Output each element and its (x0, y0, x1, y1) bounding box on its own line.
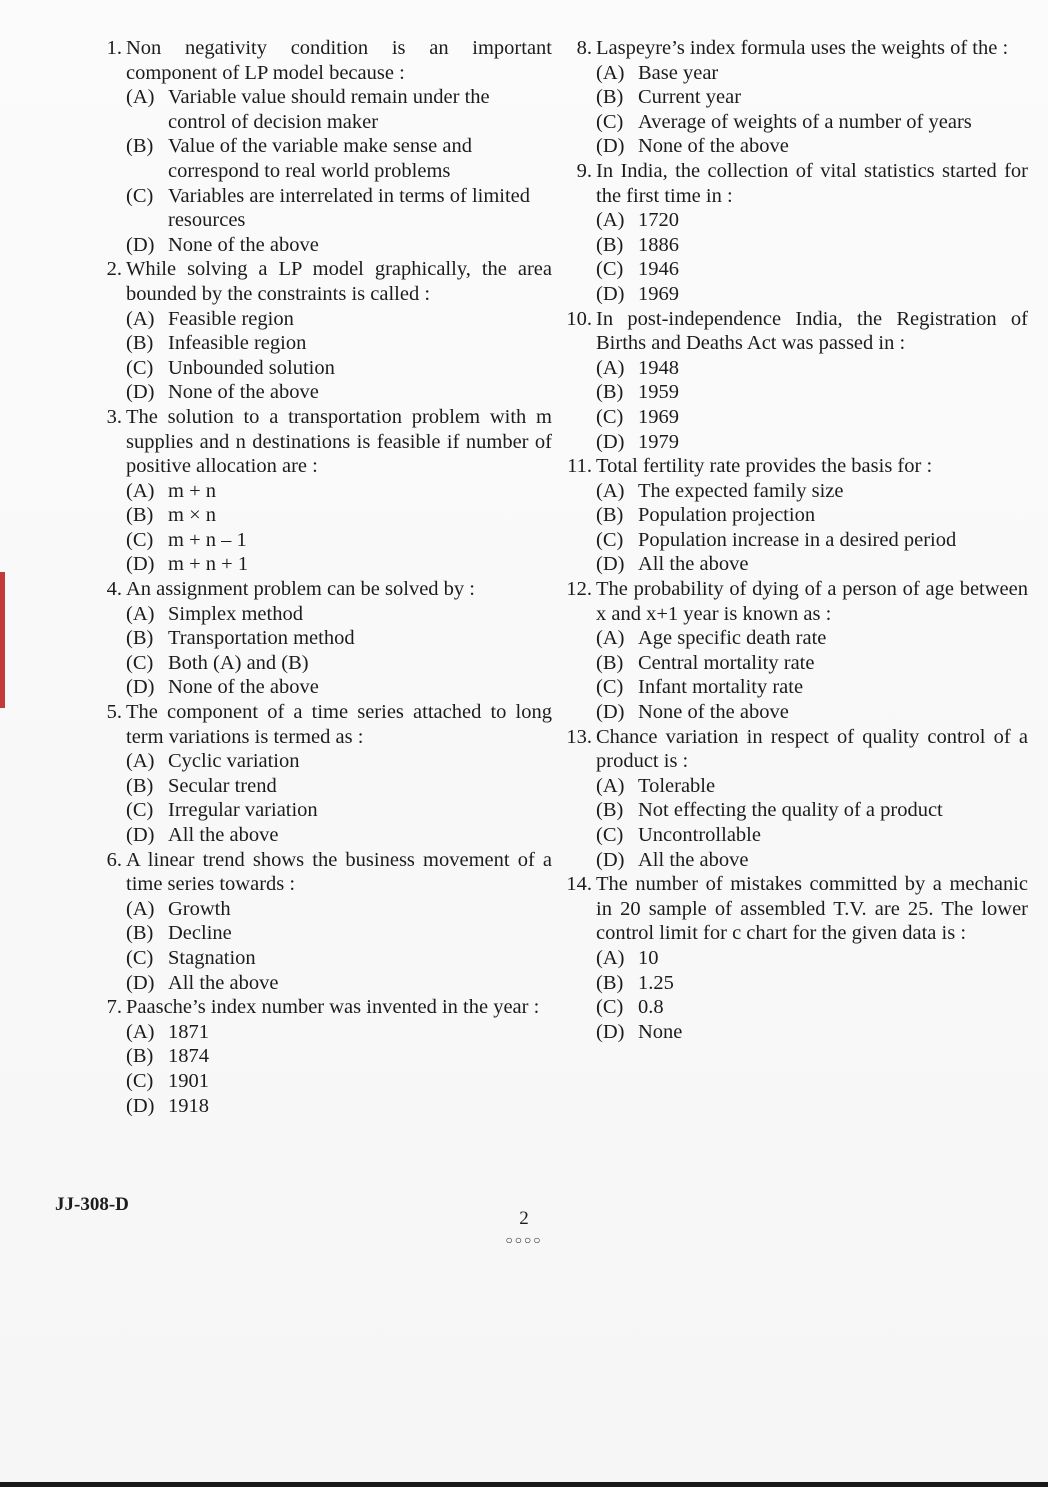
option-letter: (A) (126, 602, 155, 625)
answer-option (596, 479, 1028, 504)
option-text: All the above (638, 848, 749, 871)
answer-option (596, 405, 1028, 430)
option-list (596, 626, 1028, 724)
option-list (126, 602, 552, 700)
option-text: 1918 (168, 1094, 209, 1117)
question-stem: In post-independence India, the Registration of Births and Deaths Act was passed in : (596, 307, 1028, 355)
question-stem: While solving a LP model graphically, the area bounded by the constraints is called : (126, 258, 552, 305)
option-letter: (D) (126, 824, 155, 846)
answer-option (126, 602, 552, 627)
answer-option (126, 798, 552, 823)
option-letter: (A) (596, 627, 625, 650)
answer-option (596, 823, 1028, 848)
option-text: Current year (638, 86, 742, 109)
question-stem: Non negativity condition is an important component of LP model because : (126, 37, 552, 84)
answer-option (596, 552, 1028, 577)
option-list (596, 946, 1028, 1044)
answer-option (596, 430, 1028, 455)
answer-option (126, 774, 552, 799)
answer-option (596, 380, 1028, 405)
answer-option (596, 356, 1028, 381)
option-letter: (B) (596, 799, 624, 822)
option-text: None of the above (638, 701, 789, 724)
option-letter: (B) (126, 1045, 154, 1068)
question-column-left (82, 36, 552, 1118)
answer-option (596, 946, 1028, 971)
question-number: 12. (566, 578, 592, 601)
answer-option (126, 651, 552, 676)
answer-option (126, 946, 552, 971)
option-list (596, 356, 1028, 454)
question-stem: A linear trend shows the business movement of a time series towards : (126, 848, 552, 896)
option-letter: (B) (596, 651, 624, 674)
option-letter: (A) (126, 897, 155, 920)
question-number: 1. (106, 37, 122, 59)
answer-option (126, 233, 552, 258)
option-text: m × n (168, 504, 217, 527)
option-text: Value of the variable make sense and correspond to real world problems (168, 135, 472, 182)
option-letter: (B) (126, 627, 154, 650)
option-text: 10 (638, 946, 659, 969)
option-text: m + n – 1 (168, 528, 247, 551)
answer-option (596, 233, 1028, 258)
option-text: Decline (168, 922, 232, 945)
option-letter: (C) (596, 528, 624, 551)
option-letter: (B) (596, 86, 624, 109)
option-list (126, 85, 552, 257)
option-letter: (D) (126, 676, 155, 699)
question-number: 6. (106, 848, 122, 871)
answer-option (596, 995, 1028, 1020)
option-text: All the above (168, 971, 279, 994)
option-letter: (B) (596, 971, 624, 994)
option-text: Growth (168, 897, 231, 920)
answer-option (126, 749, 552, 774)
question-number: 14. (566, 873, 592, 896)
option-letter: (D) (596, 430, 625, 453)
option-text: Cyclic variation (168, 750, 300, 773)
option-letter: (C) (126, 356, 154, 379)
option-letter: (D) (596, 282, 625, 305)
answer-option (126, 823, 552, 848)
answer-option (596, 61, 1028, 86)
option-text: Infant mortality rate (638, 676, 804, 699)
question-stem: In India, the collection of vital statistics started for the first time in : (596, 159, 1028, 207)
option-letter: (A) (126, 86, 155, 109)
question-item (552, 36, 1028, 159)
option-list (126, 479, 552, 577)
answer-option (126, 897, 552, 922)
option-text: 1871 (168, 1020, 209, 1043)
option-letter: (C) (596, 824, 624, 846)
answer-option (126, 85, 552, 134)
option-letter: (B) (126, 922, 154, 945)
answer-option (126, 380, 552, 405)
option-text: None of the above (168, 676, 319, 699)
option-text: All the above (638, 553, 749, 576)
answer-option (126, 331, 552, 356)
option-list (126, 897, 552, 995)
option-text: 1901 (168, 1069, 209, 1092)
option-text: Population increase in a desired period (638, 528, 957, 551)
answer-option (126, 503, 552, 528)
answer-option (596, 971, 1028, 996)
option-text: 1874 (168, 1045, 209, 1068)
bottom-rule (0, 1482, 1048, 1487)
answer-option (596, 700, 1028, 725)
answer-option (126, 921, 552, 946)
question-item (82, 257, 552, 405)
question-item (82, 995, 552, 1118)
answer-option (596, 1020, 1028, 1045)
answer-option (126, 552, 552, 577)
answer-option (126, 356, 552, 381)
question-number: 5. (106, 701, 122, 724)
option-text: Both (A) and (B) (168, 651, 309, 674)
question-item (552, 872, 1028, 1044)
answer-option (126, 626, 552, 651)
option-text: Unbounded solution (168, 356, 335, 379)
option-text: Infeasible region (168, 332, 307, 355)
option-letter: (C) (596, 676, 624, 699)
option-letter: (A) (126, 307, 155, 330)
option-text: None of the above (168, 233, 319, 256)
question-number: 4. (106, 578, 122, 601)
option-text: Simplex method (168, 602, 303, 625)
option-text: Variables are interrelated in terms of limited resources (168, 184, 531, 232)
option-letter: (D) (596, 1020, 625, 1043)
question-item (552, 577, 1028, 725)
option-letter: (D) (596, 701, 625, 724)
option-list (126, 307, 552, 405)
option-letter: (C) (126, 799, 154, 822)
option-letter: (C) (126, 184, 154, 207)
answer-option (596, 257, 1028, 282)
answer-option (126, 1069, 552, 1094)
option-text: 0.8 (638, 996, 664, 1019)
option-text: 1979 (638, 430, 679, 453)
option-text: None of the above (638, 135, 789, 158)
option-text: Not effecting the quality of a product (638, 799, 943, 822)
option-letter: (C) (596, 258, 624, 281)
option-letter: (B) (596, 504, 624, 527)
answer-option (126, 971, 552, 996)
option-text: Uncontrollable (638, 824, 761, 846)
option-text: Irregular variation (168, 799, 318, 822)
option-text: 1886 (638, 233, 679, 256)
question-item (552, 454, 1028, 577)
question-stem: The probability of dying of a person of age between x and x+1 year is known as : (596, 578, 1028, 625)
answer-option (596, 110, 1028, 135)
answer-option (126, 1094, 552, 1119)
question-number: 13. (566, 725, 592, 748)
option-letter: (C) (126, 651, 154, 674)
option-text: 1946 (638, 258, 679, 281)
question-number: 7. (106, 996, 122, 1019)
option-letter: (D) (596, 553, 625, 576)
question-item (82, 36, 552, 257)
option-letter: (D) (596, 848, 625, 871)
question-item (82, 700, 552, 848)
answer-option (126, 675, 552, 700)
page-dots: ○○○○ (505, 1233, 543, 1247)
option-letter: (C) (126, 946, 154, 969)
option-letter: (B) (126, 135, 154, 158)
answer-option (126, 134, 552, 183)
question-stem: Chance variation in respect of quality control of a product is : (596, 725, 1028, 773)
answer-option (596, 848, 1028, 873)
question-item (82, 848, 552, 996)
question-stem: An assignment problem can be solved by : (126, 578, 476, 601)
answer-option (596, 503, 1028, 528)
answer-option (596, 626, 1028, 651)
question-stem: Paasche’s index number was invented in the year : (126, 996, 540, 1019)
option-letter: (C) (596, 110, 624, 133)
option-text: 1959 (638, 381, 679, 404)
answer-option (596, 85, 1028, 110)
answer-option (596, 134, 1028, 159)
option-letter: (A) (126, 1020, 155, 1043)
option-letter: (A) (596, 209, 625, 232)
answer-option (596, 675, 1028, 700)
option-text: m + n (168, 479, 217, 502)
option-text: 1.25 (638, 971, 674, 994)
question-column-right (552, 36, 1028, 1044)
question-item (552, 159, 1028, 307)
option-text: Stagnation (168, 946, 256, 969)
question-number: 2. (106, 258, 122, 281)
answer-option (596, 798, 1028, 823)
paper-code: JJ-308-D (55, 1194, 129, 1215)
option-text: 1969 (638, 282, 679, 305)
option-list (596, 774, 1028, 872)
answer-option (126, 479, 552, 504)
option-text: Tolerable (638, 774, 716, 797)
answer-option (126, 184, 552, 233)
option-text: Base year (638, 61, 719, 84)
question-stem: Total fertility rate provides the basis for : (596, 455, 933, 478)
answer-option (596, 208, 1028, 233)
option-text: Variable value should remain under the control of decision maker (168, 86, 490, 133)
answer-option (126, 528, 552, 553)
option-list (596, 479, 1028, 577)
question-stem: The number of mistakes committed by a mechanic in 20 sample of assembled T.V. are 25. The lower control limit for c chart for the given data is : (596, 873, 1028, 945)
answer-option (126, 307, 552, 332)
question-number: 8. (576, 37, 592, 59)
option-text: None of the above (168, 381, 319, 404)
option-text: Age specific death rate (638, 627, 827, 650)
question-item (552, 725, 1028, 873)
option-letter: (A) (596, 479, 625, 502)
option-text: 1948 (638, 356, 679, 379)
option-letter: (D) (126, 381, 155, 404)
option-letter: (B) (126, 774, 154, 797)
option-list (126, 1020, 552, 1118)
option-letter: (D) (126, 1094, 155, 1117)
option-letter: (C) (126, 528, 154, 551)
edge-mark (0, 572, 5, 708)
option-list (126, 749, 552, 847)
option-letter: (D) (126, 553, 155, 576)
option-letter: (A) (126, 750, 155, 773)
question-stem: The solution to a transportation problem with m supplies and n destinations is feasible if number of positive allocation are : (126, 405, 552, 478)
option-letter: (C) (126, 1069, 154, 1092)
option-letter: (D) (126, 971, 155, 994)
option-letter: (A) (596, 774, 625, 797)
question-number: 11. (567, 455, 592, 478)
option-letter: (A) (596, 356, 625, 379)
question-stem: Laspeyre’s index formula uses the weights of the : (596, 37, 1009, 59)
option-letter: (D) (126, 233, 155, 256)
answer-option (126, 1020, 552, 1045)
option-letter: (B) (126, 504, 154, 527)
option-letter: (B) (126, 332, 154, 355)
question-item (82, 405, 552, 577)
question-stem: The component of a time series attached to long term variations is termed as : (126, 701, 552, 748)
option-letter: (B) (596, 381, 624, 404)
option-letter: (A) (596, 61, 625, 84)
question-number: 10. (566, 307, 592, 330)
option-text: Central mortality rate (638, 651, 815, 674)
option-text: Secular trend (168, 774, 277, 797)
option-list (596, 208, 1028, 306)
option-letter: (B) (596, 233, 624, 256)
answer-option (126, 1044, 552, 1069)
option-list (596, 61, 1028, 159)
question-number: 3. (106, 405, 122, 428)
answer-option (596, 282, 1028, 307)
page-number: 2 (519, 1208, 529, 1229)
option-text: Population projection (638, 504, 816, 527)
option-letter: (D) (596, 135, 625, 158)
question-item (552, 307, 1028, 455)
option-text: 1969 (638, 405, 679, 428)
option-text: The expected family size (638, 479, 844, 502)
option-text: All the above (168, 824, 279, 846)
option-text: None (638, 1020, 683, 1043)
option-text: Feasible region (168, 307, 294, 330)
question-item (82, 577, 552, 700)
option-letter: (C) (596, 405, 624, 428)
option-text: 1720 (638, 209, 679, 232)
option-letter: (A) (126, 479, 155, 502)
option-letter: (C) (596, 996, 624, 1019)
question-number: 9. (576, 159, 592, 182)
option-text: Transportation method (168, 627, 355, 650)
option-letter: (A) (596, 946, 625, 969)
option-text: Average of weights of a number of years (638, 110, 972, 133)
option-text: m + n + 1 (168, 553, 249, 576)
answer-option (596, 774, 1028, 799)
answer-option (596, 528, 1028, 553)
answer-option (596, 651, 1028, 676)
